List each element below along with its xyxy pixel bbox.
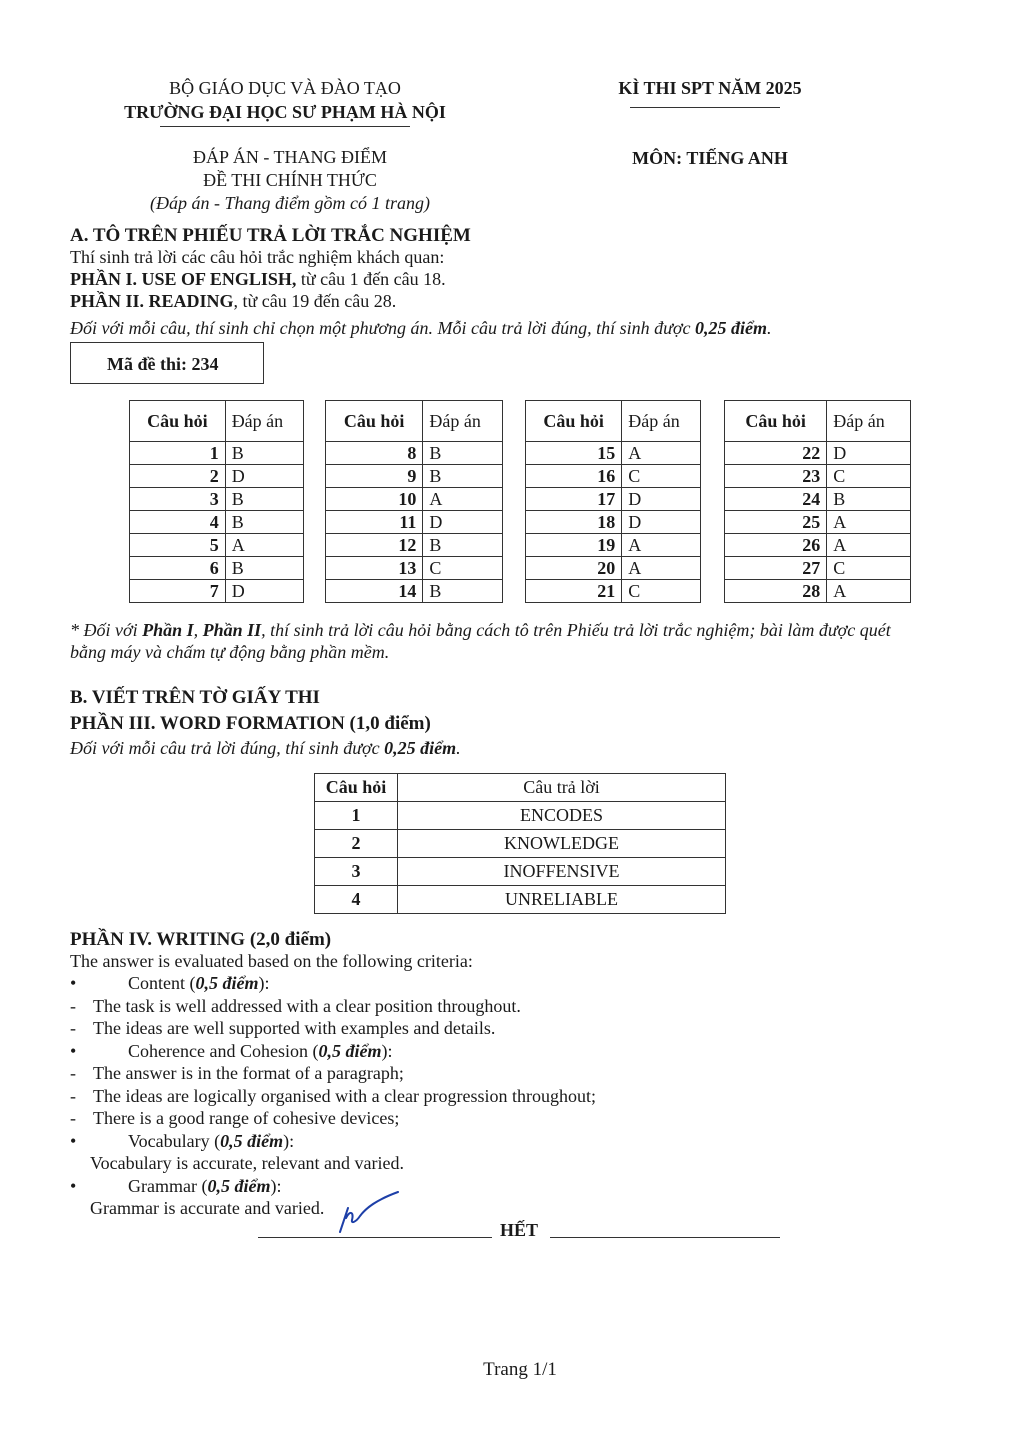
question-number: 3 <box>130 488 226 511</box>
table-row <box>725 442 911 465</box>
footnote-line-2: bằng máy và chấm tự động bằng phần mềm. <box>70 642 390 662</box>
part3-rule: Đối với mỗi câu trả lời đúng, thí sinh được 0,25 điểm. <box>70 738 461 758</box>
question-number: 1 <box>130 442 226 465</box>
question-number: 16 <box>526 465 622 488</box>
answer-letter: A <box>423 488 503 511</box>
wf-answer: KNOWLEDGE <box>398 830 726 858</box>
answer-letter: B <box>423 534 503 557</box>
table-row <box>130 488 304 511</box>
official-exam-label: ĐỀ THI CHÍNH THỨC <box>203 170 377 190</box>
content-item-1: The task is well addressed with a clear position throughout. <box>93 996 521 1016</box>
answer-letter: A <box>827 511 911 534</box>
answer-table-header <box>130 401 304 442</box>
answer-letter: D <box>225 580 303 603</box>
criterion-content: Content (0,5 điểm): <box>128 973 270 993</box>
question-number: 22 <box>725 442 827 465</box>
question-number: 2 <box>130 465 226 488</box>
question-number: 15 <box>526 442 622 465</box>
table-row <box>326 534 503 557</box>
table-row <box>315 858 726 886</box>
section-a-title: A. TÔ TRÊN PHIẾU TRẢ LỜI TRẮC NGHIỆM <box>70 225 471 246</box>
signature-mark <box>336 1190 406 1236</box>
answer-letter: D <box>622 488 701 511</box>
page-number: Trang 1/1 <box>483 1359 557 1380</box>
answer-letter: C <box>622 465 701 488</box>
table-row <box>326 442 503 465</box>
end-mark: HẾT <box>500 1220 539 1240</box>
table-row <box>130 442 304 465</box>
question-number: 8 <box>326 442 423 465</box>
scoring-rule: Đối với mỗi câu, thí sinh chỉ chọn một phương án. Mỗi câu trả lời đúng, thí sinh được 0,25 điểm. <box>70 318 772 338</box>
question-number: 6 <box>130 557 226 580</box>
col-question-header: Câu hỏi <box>326 401 423 442</box>
table-row <box>526 557 701 580</box>
question-number: 10 <box>326 488 423 511</box>
answer-letter: D <box>827 442 911 465</box>
exam-code-box: Mã đề thi: 234 <box>70 342 264 384</box>
answer-letter: A <box>622 557 701 580</box>
answer-letter: B <box>225 557 303 580</box>
part1-line: PHẦN I. USE OF ENGLISH, từ câu 1 đến câu 18. <box>70 269 446 289</box>
answer-letter: D <box>622 511 701 534</box>
table-row <box>725 580 911 603</box>
answer-letter: A <box>225 534 303 557</box>
table-row <box>130 511 304 534</box>
table-row <box>130 580 304 603</box>
subject-title: MÔN: TIẾNG ANH <box>632 148 788 168</box>
criterion-vocabulary: Vocabulary (0,5 điểm): <box>128 1131 295 1151</box>
table-row <box>526 511 701 534</box>
page-count-note: (Đáp án - Thang điểm gồm có 1 trang) <box>150 193 430 213</box>
question-number: 18 <box>526 511 622 534</box>
answer-letter: A <box>827 534 911 557</box>
table-row <box>315 830 726 858</box>
answer-letter: C <box>423 557 503 580</box>
bullet-vocabulary: • <box>70 1131 77 1151</box>
table-row <box>725 557 911 580</box>
wf-answer: ENCODES <box>398 802 726 830</box>
answer-table-2 <box>325 400 503 603</box>
table-row <box>326 580 503 603</box>
question-number: 11 <box>326 511 423 534</box>
wf-col-question: Câu hỏi <box>315 774 398 802</box>
table-row <box>130 465 304 488</box>
criterion-coherence: Coherence and Cohesion (0,5 điểm): <box>128 1041 393 1061</box>
question-number: 13 <box>326 557 423 580</box>
answer-letter: D <box>225 465 303 488</box>
table-row <box>326 557 503 580</box>
table-row <box>526 465 701 488</box>
question-number: 21 <box>526 580 622 603</box>
question-number: 19 <box>526 534 622 557</box>
answer-table-3 <box>525 400 701 603</box>
question-number: 25 <box>725 511 827 534</box>
answer-letter: A <box>622 534 701 557</box>
question-number: 5 <box>130 534 226 557</box>
col-answer-header: Đáp án <box>622 401 701 442</box>
col-answer-header: Đáp án <box>827 401 911 442</box>
section-b-title: B. VIẾT TRÊN TỜ GIẤY THI <box>70 687 320 708</box>
table-row <box>526 534 701 557</box>
col-question-header: Câu hỏi <box>526 401 622 442</box>
question-number: 12 <box>326 534 423 557</box>
dash-4: - <box>70 1086 76 1106</box>
dash-5: - <box>70 1108 76 1128</box>
table-row <box>526 580 701 603</box>
answer-letter: C <box>827 557 911 580</box>
criterion-grammar: Grammar (0,5 điểm): <box>128 1176 282 1196</box>
table-row <box>526 488 701 511</box>
table-row <box>326 488 503 511</box>
table-row <box>130 557 304 580</box>
university-name: TRƯỜNG ĐẠI HỌC SƯ PHẠM HÀ NỘI <box>124 102 446 122</box>
table-row <box>725 534 911 557</box>
question-number: 24 <box>725 488 827 511</box>
answer-letter: A <box>622 442 701 465</box>
answer-table-header <box>526 401 701 442</box>
question-number: 27 <box>725 557 827 580</box>
coherence-item-3: There is a good range of cohesive devices; <box>93 1108 400 1128</box>
question-number: 26 <box>725 534 827 557</box>
answer-letter: B <box>225 488 303 511</box>
col-question-header: Câu hỏi <box>130 401 226 442</box>
answer-table-1 <box>129 400 304 603</box>
grammar-item-1: Grammar is accurate and varied. <box>90 1198 325 1218</box>
dash-3: - <box>70 1063 76 1083</box>
answer-key-title: ĐÁP ÁN - THANG ĐIỂM <box>193 147 387 167</box>
question-number: 4 <box>130 511 226 534</box>
wf-question-number: 2 <box>315 830 398 858</box>
wf-question-number: 4 <box>315 886 398 914</box>
answer-letter: B <box>827 488 911 511</box>
answer-letter: B <box>225 442 303 465</box>
col-answer-header: Đáp án <box>225 401 303 442</box>
table-row <box>326 465 503 488</box>
answer-table-4 <box>724 400 911 603</box>
table-row <box>315 886 726 914</box>
vocabulary-item-1: Vocabulary is accurate, relevant and varied. <box>90 1153 405 1173</box>
answer-letter: B <box>423 465 503 488</box>
table-row <box>315 802 726 830</box>
bullet-coherence: • <box>70 1041 77 1061</box>
question-number: 17 <box>526 488 622 511</box>
bullet-content: • <box>70 973 77 993</box>
coherence-item-1: The answer is in the format of a paragraph; <box>93 1063 404 1083</box>
answer-table-header <box>326 401 503 442</box>
answer-table-header <box>725 401 911 442</box>
table-row <box>130 534 304 557</box>
bullet-grammar: • <box>70 1176 77 1196</box>
question-number: 14 <box>326 580 423 603</box>
question-number: 20 <box>526 557 622 580</box>
question-number: 7 <box>130 580 226 603</box>
dash-1: - <box>70 996 76 1016</box>
col-answer-header: Đáp án <box>423 401 503 442</box>
exam-title: KÌ THI SPT NĂM 2025 <box>618 78 802 98</box>
question-number: 23 <box>725 465 827 488</box>
wf-question-number: 1 <box>315 802 398 830</box>
dash-2: - <box>70 1018 76 1038</box>
part2-line: PHẦN II. READING, từ câu 19 đến câu 28. <box>70 291 397 311</box>
answer-letter: A <box>827 580 911 603</box>
wf-answer: UNRELIABLE <box>398 886 726 914</box>
answer-letter: B <box>225 511 303 534</box>
table-row <box>725 488 911 511</box>
table-row <box>326 511 503 534</box>
content-item-2: The ideas are well supported with examples and details. <box>93 1018 496 1038</box>
answer-letter: C <box>622 580 701 603</box>
answer-letter: D <box>423 511 503 534</box>
part4-intro: The answer is evaluated based on the following criteria: <box>70 951 473 971</box>
table-row <box>725 511 911 534</box>
answer-letter: B <box>423 580 503 603</box>
part3-title: PHẦN III. WORD FORMATION (1,0 điểm) <box>70 713 431 734</box>
table-row <box>526 442 701 465</box>
coherence-item-2: The ideas are logically organised with a clear progression throughout; <box>93 1086 597 1106</box>
col-question-header: Câu hỏi <box>725 401 827 442</box>
wf-question-number: 3 <box>315 858 398 886</box>
question-number: 28 <box>725 580 827 603</box>
footnote-line-1: * Đối với Phần I, Phần II, thí sinh trả lời câu hỏi bằng cách tô trên Phiếu trả lời trắc nghiệm; bài làm được quét <box>70 620 891 640</box>
answer-letter: B <box>423 442 503 465</box>
wf-answer: INOFFENSIVE <box>398 858 726 886</box>
question-number: 9 <box>326 465 423 488</box>
part4-title: PHẦN IV. WRITING (2,0 điểm) <box>70 929 332 950</box>
table-row <box>725 465 911 488</box>
section-a-intro: Thí sinh trả lời các câu hỏi trắc nghiệm khách quan: <box>70 247 445 267</box>
word-formation-table <box>314 773 726 914</box>
answer-letter: C <box>827 465 911 488</box>
wf-header <box>315 774 726 802</box>
wf-col-answer: Câu trả lời <box>398 774 726 802</box>
ministry-name: BỘ GIÁO DỤC VÀ ĐÀO TẠO <box>169 78 401 98</box>
